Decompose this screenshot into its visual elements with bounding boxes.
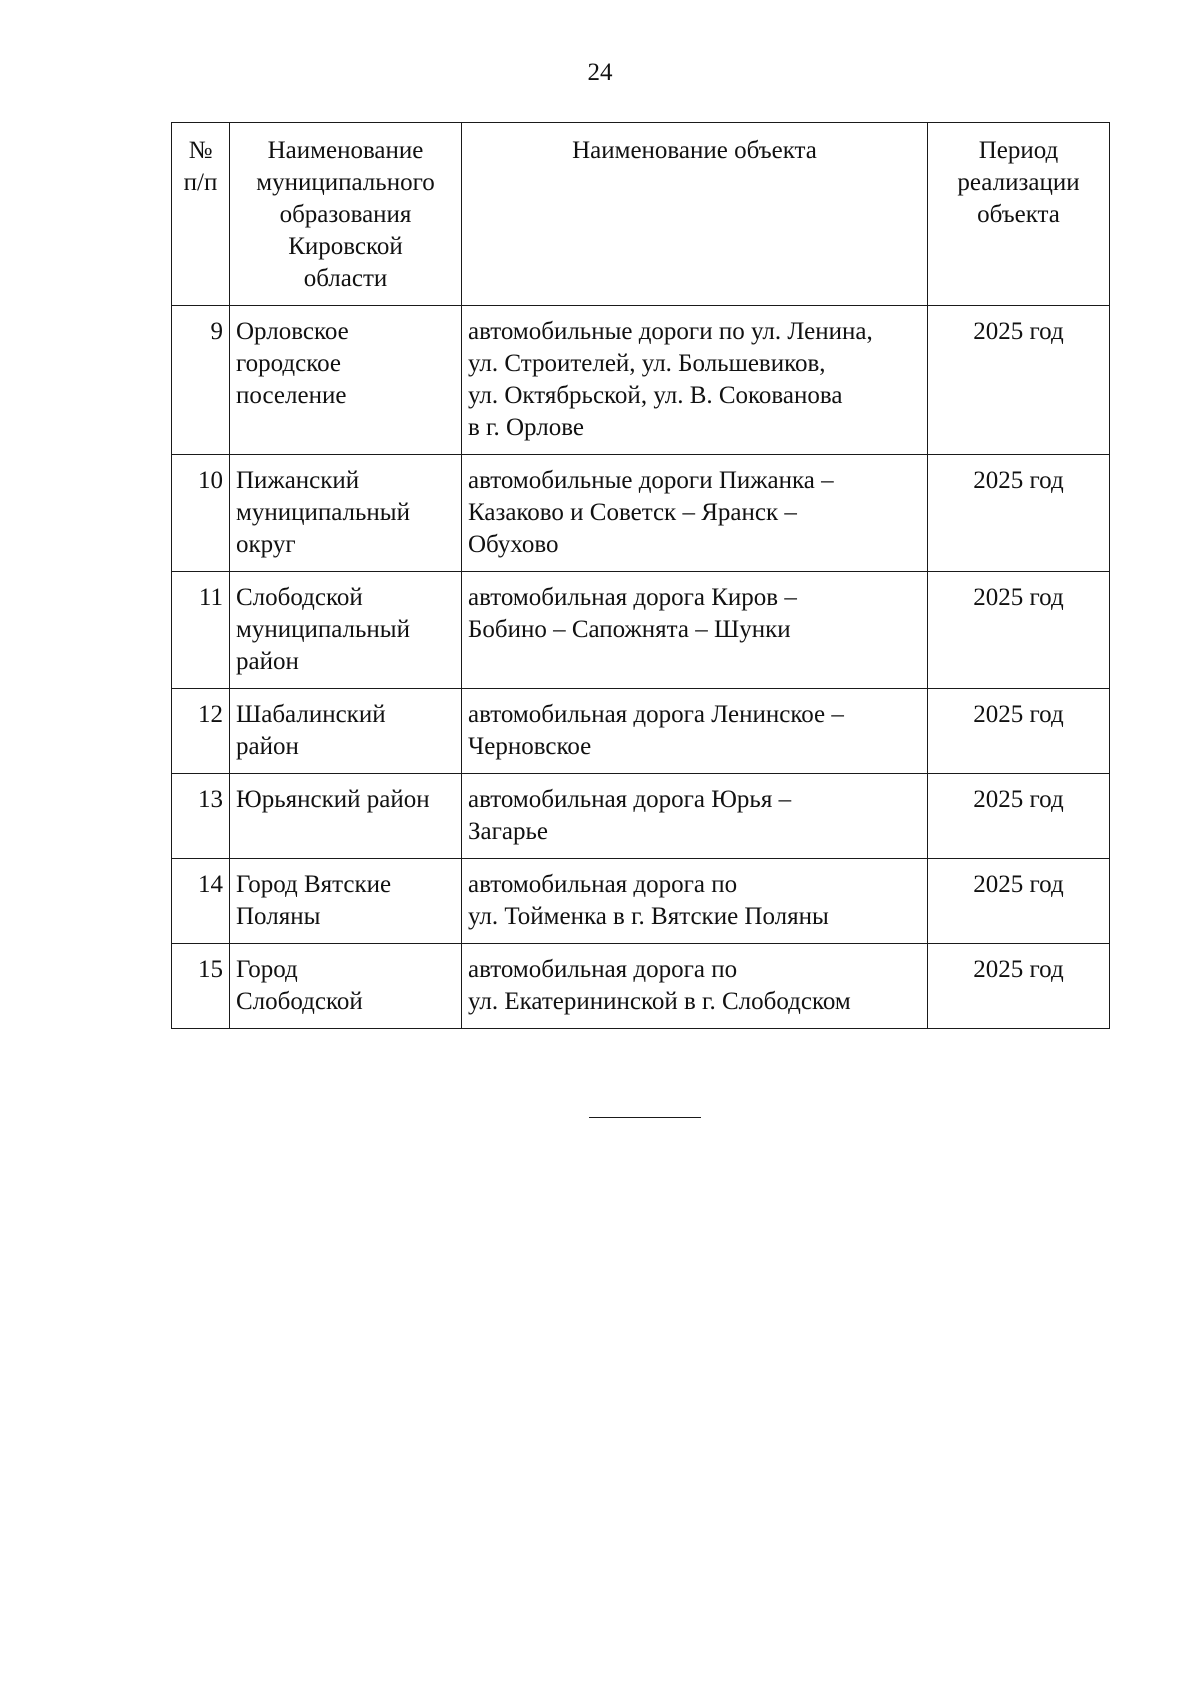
- table-row: [172, 455, 1110, 572]
- row-number: 10: [172, 455, 230, 572]
- row-municipality: Город Вятские Поляны: [230, 859, 462, 944]
- row-municipality: Шабалинский район: [230, 689, 462, 774]
- row-municipality: Слободской муниципальный район: [230, 572, 462, 689]
- row-period: 2025 год: [928, 859, 1110, 944]
- row-object: автомобильные дороги по ул. Ленина, ул. Строителей, ул. Большевиков, ул. Октябрьской, ул. В. Сокованова в г. Орлове: [462, 306, 928, 455]
- row-object: автомобильная дорога Ленинское – Черновское: [462, 689, 928, 774]
- end-of-document-rule: [589, 1117, 701, 1118]
- row-municipality: Орловское городское поселение: [230, 306, 462, 455]
- row-period: 2025 год: [928, 689, 1110, 774]
- row-object: автомобильные дороги Пижанка – Казаково и Советск – Яранск – Обухово: [462, 455, 928, 572]
- header-municipality: Наименование муниципального образования Кировской области: [230, 123, 462, 306]
- row-number: 14: [172, 859, 230, 944]
- table-row: [172, 859, 1110, 944]
- header-period: Период реализации объекта: [928, 123, 1110, 306]
- header-object: Наименование объекта: [462, 123, 928, 306]
- row-object: автомобильная дорога Юрья – Загарье: [462, 774, 928, 859]
- row-number: 12: [172, 689, 230, 774]
- row-object: автомобильная дорога по ул. Тойменка в г. Вятские Поляны: [462, 859, 928, 944]
- row-municipality: Пижанский муниципальный округ: [230, 455, 462, 572]
- row-period: 2025 год: [928, 306, 1110, 455]
- row-period: 2025 год: [928, 944, 1110, 1029]
- row-period: 2025 год: [928, 774, 1110, 859]
- row-object: автомобильная дорога Киров – Бобино – Сапожнята – Шунки: [462, 572, 928, 689]
- objects-table: [171, 122, 1110, 1029]
- row-municipality: Юрьянский район: [230, 774, 462, 859]
- table-row: [172, 689, 1110, 774]
- row-number: 9: [172, 306, 230, 455]
- page-number: 24: [587, 59, 613, 86]
- table-header-row: [172, 123, 1110, 306]
- row-period: 2025 год: [928, 572, 1110, 689]
- row-period: 2025 год: [928, 455, 1110, 572]
- header-number: № п/п: [172, 123, 230, 306]
- table-row: [172, 306, 1110, 455]
- row-number: 11: [172, 572, 230, 689]
- row-number: 13: [172, 774, 230, 859]
- row-object: автомобильная дорога по ул. Екатерининской в г. Слободском: [462, 944, 928, 1029]
- table-row: [172, 774, 1110, 859]
- row-number: 15: [172, 944, 230, 1029]
- row-municipality: Город Слободской: [230, 944, 462, 1029]
- table-row: [172, 944, 1110, 1029]
- table-row: [172, 572, 1110, 689]
